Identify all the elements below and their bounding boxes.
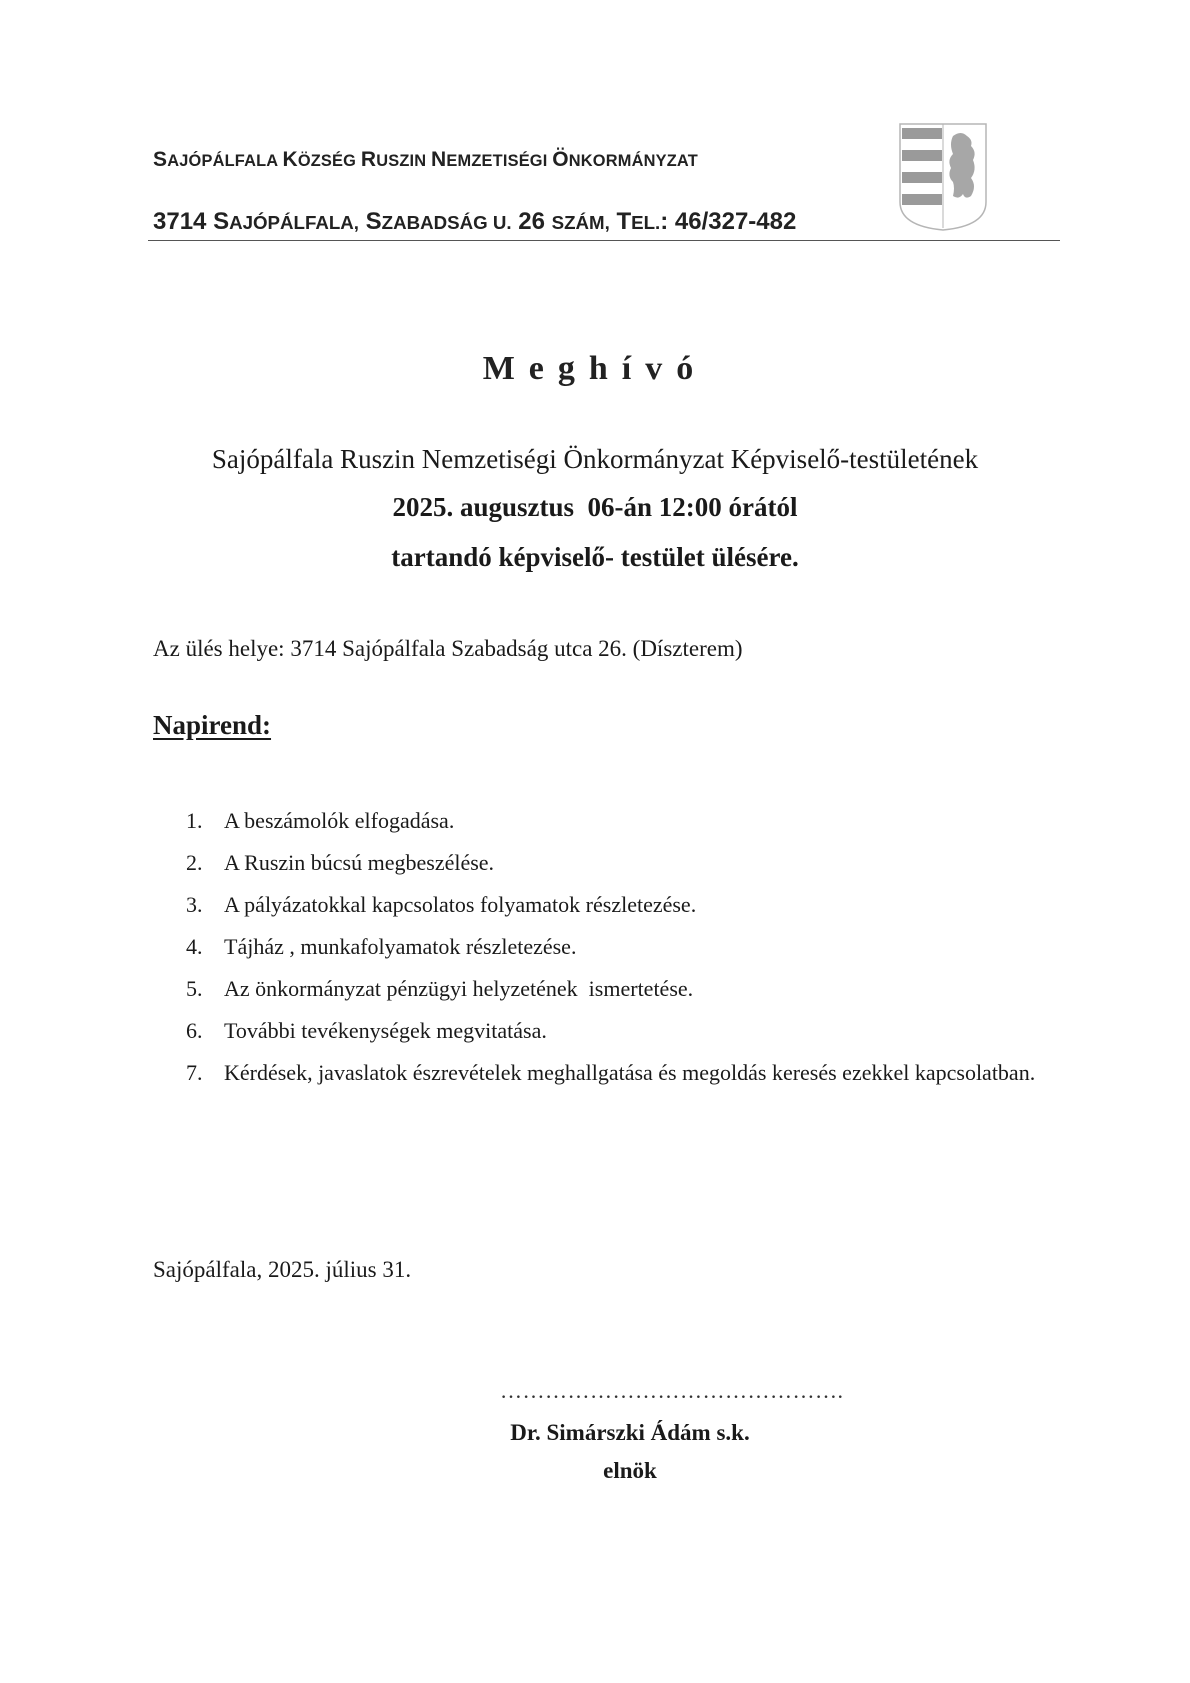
agenda-item bbox=[186, 850, 1056, 892]
agenda-item bbox=[186, 1060, 1056, 1150]
agenda-heading: Napirend: bbox=[153, 710, 272, 740]
agenda-item-text: A beszámolók elfogadása. bbox=[224, 808, 455, 833]
meeting-venue: Az ülés helye: 3714 Sajópálfala Szabadság utca 26. (Díszterem) bbox=[153, 636, 743, 661]
place-and-date: Sajópálfala, 2025. július 31. bbox=[153, 1257, 412, 1282]
agenda-item-number: 2. bbox=[186, 850, 203, 875]
document-title: Meghívó bbox=[482, 350, 708, 387]
invitation-line-3: tartandó képviselő- testület ülésére. bbox=[391, 542, 799, 572]
invitation-line-1: Sajópálfala Ruszin Nemzetiségi Önkormányzat Képviselő-testületének bbox=[211, 444, 979, 474]
organization-name: SAJÓPÁLFALA KÖZSÉG RUSZIN NEMZETISÉGI ÖNKORMÁNYZAT bbox=[153, 148, 698, 171]
agenda-item bbox=[186, 892, 1056, 934]
signer-role: elnök bbox=[603, 1458, 657, 1483]
agenda-item-text: További tevékenységek megvitatása. bbox=[224, 1018, 547, 1043]
header-divider bbox=[148, 240, 1060, 241]
organization-address: 3714 SAJÓPÁLFALA, SZABADSÁG U. 26 SZÁM, TEL.: 46/327-482 bbox=[153, 208, 797, 235]
agenda-item-text: Kérdések, javaslatok észrevételek meghallgatása és megoldás keresés ezekkel kapcsolatban. bbox=[224, 1060, 1036, 1085]
agenda-item-text: A pályázatokkal kapcsolatos folyamatok részletezése. bbox=[224, 892, 697, 917]
coat-of-arms-icon bbox=[898, 122, 988, 232]
agenda-item bbox=[186, 934, 1056, 976]
agenda-list bbox=[186, 808, 1056, 1150]
agenda-item-number: 4. bbox=[186, 934, 203, 959]
agenda-item-number: 6. bbox=[186, 1018, 203, 1043]
signer-name: Dr. Simárszki Ádám s.k. bbox=[510, 1420, 750, 1445]
agenda-item bbox=[186, 808, 1056, 850]
agenda-item-number: 3. bbox=[186, 892, 203, 917]
agenda-item-text: Az önkormányzat pénzügyi helyzetének ismertetése. bbox=[224, 976, 694, 1001]
agenda-item bbox=[186, 976, 1056, 1018]
meeting-datetime: 2025. augusztus 06-án 12:00 órától bbox=[392, 492, 798, 522]
agenda-item-text: A Ruszin búcsú megbeszélése. bbox=[224, 850, 495, 875]
agenda-item-number: 5. bbox=[186, 976, 203, 1001]
agenda-item-number: 1. bbox=[186, 808, 203, 833]
agenda-item-number: 7. bbox=[186, 1060, 203, 1085]
agenda-item-text: Tájház , munkafolyamatok részletezése. bbox=[224, 934, 577, 959]
signature-line: ………………………………………. bbox=[500, 1378, 844, 1403]
